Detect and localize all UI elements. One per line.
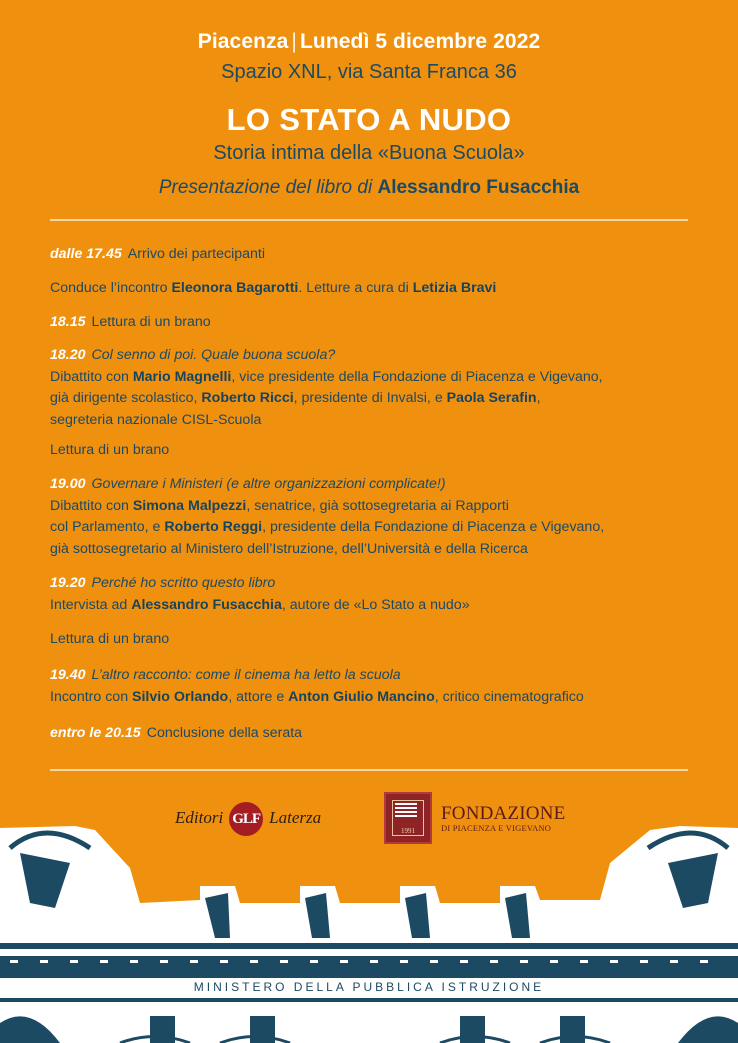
program-item — [50, 665, 710, 708]
program-topic: Perché ho scritto questo libro — [91, 575, 276, 591]
venue: Spazio XNL, via Santa Franca 36 — [221, 61, 517, 83]
program-text: Incontro con — [50, 688, 133, 705]
person-name: Paola Serafin — [446, 390, 537, 406]
laterza-right: Laterza — [269, 807, 322, 827]
program-text: , autore de «Lo Stato a nudo» — [281, 596, 470, 613]
program-text: . Letture a cura di — [298, 280, 413, 296]
program-item-line — [50, 345, 710, 367]
person-name: Roberto Ricci — [201, 390, 294, 406]
person-name: Silvio Orlando — [132, 688, 229, 705]
divider-top — [50, 219, 688, 221]
program-item-line — [50, 665, 710, 687]
program-text: Lettura di un brano — [50, 442, 170, 458]
program-text: Intervista ad — [50, 596, 132, 613]
program-item-line — [50, 573, 710, 595]
fondazione-sub: DI PIACENZA E VIGEVANO — [441, 823, 552, 833]
program-text: , critico cinematografico — [434, 688, 584, 705]
laterza-left: Editori — [175, 807, 224, 827]
glf-mark-icon: GLF — [229, 802, 263, 836]
book-title: LO STATO A NUDO — [226, 102, 512, 137]
program-text: , vice presidente della Fondazione di Piacenza e Vigevano, — [231, 368, 603, 385]
program-item — [50, 345, 710, 431]
person-name: Alessandro Fusacchia — [131, 596, 282, 613]
divider-bottom — [50, 769, 688, 771]
program-topic: L’altro racconto: come il cinema ha letto la scuola — [91, 667, 401, 683]
program-text: già sottosegretario al Ministero dell’Istruzione, dell’Università e della Ricerca — [50, 540, 528, 557]
program-detail-line — [50, 388, 710, 410]
program-time: 19.40 — [50, 667, 86, 683]
program-topic: Governare i Ministeri (e altre organizzazioni complicate!) — [91, 476, 446, 492]
program-time: 18.20 — [50, 347, 86, 363]
program-text: Lettura di un brano — [91, 314, 211, 330]
fondazione-year: 1991 — [401, 827, 415, 835]
program-item — [50, 278, 710, 300]
date: Lunedì 5 dicembre 2022 — [299, 30, 541, 53]
person-name: Letizia Bravi — [412, 280, 497, 296]
program-detail-line — [50, 517, 710, 539]
person-name: Anton Giulio Mancino — [288, 688, 435, 705]
ministry-building-illustration — [0, 808, 738, 1043]
program-text: , presidente della Fondazione di Piacenza e Vigevano, — [262, 519, 605, 535]
program-item — [50, 723, 710, 745]
program-text: Dibattito con — [50, 497, 133, 514]
program-item-line — [50, 474, 710, 496]
program-item-line — [50, 723, 710, 745]
book-subtitle: Storia intima della «Buona Scuola» — [213, 142, 525, 164]
building-inscription: MINISTERO DELLA PUBBLICA ISTRUZIONE — [193, 980, 545, 994]
fondazione-name: FONDAZIONE — [441, 803, 566, 824]
presentation-prefix: Presentazione del libro di — [158, 177, 373, 198]
program-item — [50, 573, 710, 616]
program-item — [50, 629, 710, 651]
program-detail-line — [50, 367, 710, 389]
program-time: dalle 17.45 — [50, 246, 122, 262]
program-text: , senatrice, già sottosegretaria ai Rapporti — [246, 497, 509, 514]
program-text: Conduce l’incontro — [50, 280, 172, 296]
person-name: Eleonora Bagarotti — [171, 280, 299, 296]
program-text: col Parlamento, e — [50, 519, 165, 535]
program-time: entro le 20.15 — [50, 725, 141, 741]
program-detail-line — [50, 687, 710, 709]
program-item — [50, 474, 710, 560]
program-item-line — [50, 278, 710, 300]
person-name: Roberto Reggi — [164, 519, 263, 535]
program-text: Lettura di un brano — [50, 631, 170, 647]
program-text: già dirigente scolastico, — [50, 390, 202, 406]
program-detail-line — [50, 410, 710, 432]
city-date-line — [0, 30, 738, 54]
author-name: Alessandro Fusacchia — [377, 177, 580, 198]
program-item — [50, 312, 710, 334]
person-name: Mario Magnelli — [132, 368, 232, 385]
city: Piacenza — [197, 30, 289, 53]
program-detail-line — [50, 496, 710, 518]
program-item-line — [50, 312, 710, 334]
presentation-line — [0, 177, 738, 199]
program-text: Conclusione della serata — [146, 725, 303, 741]
program-text: Arrivo dei partecipanti — [127, 246, 265, 262]
program-detail-line — [50, 539, 710, 561]
program-topic: Col senno di poi. Quale buona scuola? — [91, 347, 336, 363]
program-text: , presidente di Invalsi, e — [293, 390, 447, 406]
program-text: , — [536, 390, 541, 406]
program-time: 19.20 — [50, 575, 86, 591]
program-text: Dibattito con — [50, 368, 133, 385]
person-name: Simona Malpezzi — [132, 497, 247, 514]
separator: | — [291, 30, 297, 53]
program-text: , attore e — [228, 688, 289, 705]
program-time: 18.15 — [50, 314, 86, 330]
program-item-line — [50, 440, 710, 462]
program-item-line — [50, 629, 710, 651]
program-detail-line — [50, 595, 710, 617]
program-item-line — [50, 244, 710, 266]
program-time: 19.00 — [50, 476, 86, 492]
program-item — [50, 244, 710, 266]
program-item — [50, 440, 710, 462]
program-text: segreteria nazionale CISL-Scuola — [50, 411, 262, 428]
